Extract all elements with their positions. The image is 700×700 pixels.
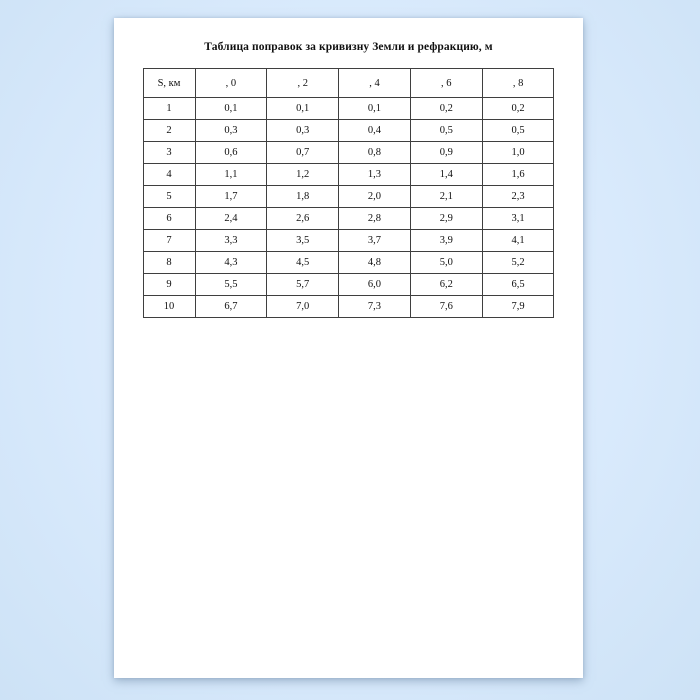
table-cell: 0,7 — [267, 142, 339, 164]
table-row — [143, 208, 554, 230]
table-cell: 0,1 — [195, 98, 267, 120]
table-cell: 0,5 — [410, 120, 482, 142]
table-cell: 2,9 — [410, 208, 482, 230]
table-cell: 2,8 — [339, 208, 411, 230]
table-cell: 0,1 — [339, 98, 411, 120]
table-cell: 1,8 — [267, 186, 339, 208]
table-row — [143, 230, 554, 252]
table-row — [143, 120, 554, 142]
row-header-cell: 4 — [143, 164, 195, 186]
table-cell: 2,3 — [482, 186, 554, 208]
table-cell: 0,2 — [482, 98, 554, 120]
table-cell: 2,1 — [410, 186, 482, 208]
row-header-cell: 10 — [143, 296, 195, 318]
table-cell: 0,1 — [267, 98, 339, 120]
row-header-cell: 2 — [143, 120, 195, 142]
col-header-2: , 2 — [267, 69, 339, 98]
table-cell: 4,3 — [195, 252, 267, 274]
table-cell: 1,0 — [482, 142, 554, 164]
table-row — [143, 252, 554, 274]
row-header-cell: 1 — [143, 98, 195, 120]
table-cell: 2,0 — [339, 186, 411, 208]
col-header-s-km: S, км — [143, 69, 195, 98]
table-cell: 3,7 — [339, 230, 411, 252]
table-header-row — [143, 69, 554, 98]
table-cell: 1,6 — [482, 164, 554, 186]
table-cell: 3,1 — [482, 208, 554, 230]
table-row — [143, 296, 554, 318]
table-row — [143, 98, 554, 120]
table-cell: 3,3 — [195, 230, 267, 252]
table-cell: 5,0 — [410, 252, 482, 274]
table-cell: 3,9 — [410, 230, 482, 252]
table-cell: 3,5 — [267, 230, 339, 252]
table-cell: 1,2 — [267, 164, 339, 186]
row-header-cell: 5 — [143, 186, 195, 208]
table-row — [143, 164, 554, 186]
table-cell: 5,5 — [195, 274, 267, 296]
table-cell: 0,8 — [339, 142, 411, 164]
table-row — [143, 142, 554, 164]
table-cell: 0,9 — [410, 142, 482, 164]
table-cell: 6,0 — [339, 274, 411, 296]
table-row — [143, 186, 554, 208]
col-header-6: , 6 — [410, 69, 482, 98]
row-header-cell: 6 — [143, 208, 195, 230]
table-cell: 5,7 — [267, 274, 339, 296]
table-row — [143, 274, 554, 296]
table-cell: 0,6 — [195, 142, 267, 164]
table-title: Таблица поправок за кривизну Земли и рефракцию, м — [204, 41, 493, 53]
table-cell: 1,3 — [339, 164, 411, 186]
table-cell: 7,0 — [267, 296, 339, 318]
row-header-cell: 7 — [143, 230, 195, 252]
table-cell: 1,7 — [195, 186, 267, 208]
row-header-cell: 8 — [143, 252, 195, 274]
table-cell: 7,9 — [482, 296, 554, 318]
table-cell: 4,8 — [339, 252, 411, 274]
table-cell: 2,6 — [267, 208, 339, 230]
table-cell: 7,3 — [339, 296, 411, 318]
col-header-0: , 0 — [195, 69, 267, 98]
table-cell: 5,2 — [482, 252, 554, 274]
table-cell: 6,2 — [410, 274, 482, 296]
corrections-table — [143, 68, 555, 318]
row-header-cell: 3 — [143, 142, 195, 164]
table-cell: 0,4 — [339, 120, 411, 142]
col-header-4: , 4 — [339, 69, 411, 98]
table-cell: 1,1 — [195, 164, 267, 186]
table-cell: 7,6 — [410, 296, 482, 318]
table-cell: 1,4 — [410, 164, 482, 186]
table-cell: 0,2 — [410, 98, 482, 120]
table-cell: 0,5 — [482, 120, 554, 142]
table-cell: 0,3 — [267, 120, 339, 142]
col-header-8: , 8 — [482, 69, 554, 98]
table-cell: 6,5 — [482, 274, 554, 296]
document-page — [114, 18, 583, 678]
table-cell: 4,5 — [267, 252, 339, 274]
row-header-cell: 9 — [143, 274, 195, 296]
table-cell: 2,4 — [195, 208, 267, 230]
table-cell: 4,1 — [482, 230, 554, 252]
table-cell: 0,3 — [195, 120, 267, 142]
table-cell: 6,7 — [195, 296, 267, 318]
